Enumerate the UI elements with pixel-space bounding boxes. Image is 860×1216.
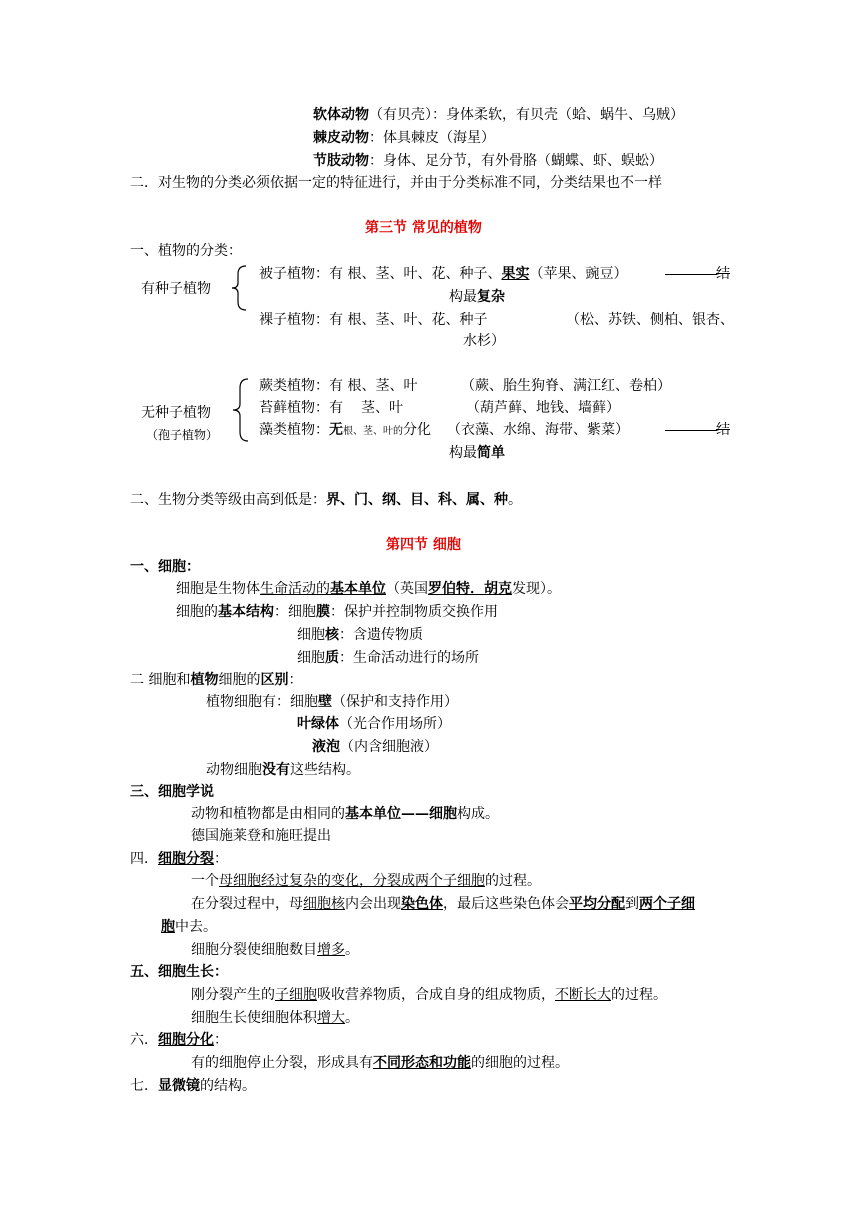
fern-examples: （蕨、胎生狗脊、满江红、卷柏） xyxy=(461,378,671,394)
echinoderm-line: 棘皮动物：体具棘皮（海星） xyxy=(313,130,495,146)
angiosperm-end: 结 xyxy=(716,266,730,282)
angiosperm-line: 被子植物：有 根、茎、叶、花、种子、果实（苹果、豌豆） xyxy=(259,266,628,282)
gymnosperm-line: 裸子植物：有 根、茎、叶、花、种子 xyxy=(259,312,488,328)
brace-seedless xyxy=(228,377,252,443)
moss-mid: 茎、叶 xyxy=(361,400,403,416)
algae-line2: 构最简单 xyxy=(449,445,505,461)
mollusca-line: 软体动物（有贝壳）：身体柔软，有贝壳（蛤、蜗牛、乌贼） xyxy=(313,107,684,123)
cell-division-line4: 细胞分裂使细胞数目增多。 xyxy=(191,942,359,958)
spore-plants-label: （孢子植物） xyxy=(146,428,219,442)
microscope-heading: 七．显微镜的结构。 xyxy=(130,1078,256,1094)
section4-title: 第四节 细胞 xyxy=(386,537,461,553)
cell-division-heading: 四．细胞分裂： xyxy=(130,851,228,867)
seed-plants-label: 有种子植物 xyxy=(141,281,211,297)
cell-heading: 一、细胞： xyxy=(130,559,200,575)
cell-growth-line1: 刚分裂产生的子细胞吸收营养物质，合成自身的组成物质，不断长大的过程。 xyxy=(191,987,667,1003)
cell-growth-line2: 细胞生长使细胞体积增大。 xyxy=(191,1010,359,1026)
algae-line: 藻类植物：无根、茎、叶的分化 xyxy=(259,422,431,438)
moss-line: 苔藓植物：有 xyxy=(259,400,343,416)
cell-growth-heading: 五、细胞生长： xyxy=(130,964,228,980)
cell-structure-membrane: 细胞的基本结构：细胞膜：保护并控制物质交换作用 xyxy=(176,604,498,620)
fern-line: 蕨类植物：有 根、茎、叶 xyxy=(259,378,418,394)
cell-differentiation-heading: 六．细胞分化： xyxy=(130,1032,228,1048)
cell-division-line3: 胞中去。 xyxy=(161,919,217,935)
arrow-rule-1 xyxy=(665,274,717,275)
cell-division-line2: 在分裂过程中，母细胞核内会出现染色体，最后这些染色体会平均分配到两个子细 xyxy=(191,896,695,912)
classification-note: 二．对生物的分类必须依据一定的特征进行，并由于分类标准不同，分类结果也不一样 xyxy=(130,175,662,191)
brace-seed xyxy=(226,264,250,312)
moss-examples: （葫芦藓、地钱、墙藓） xyxy=(466,400,620,416)
angiosperm-line2: 构最复杂 xyxy=(449,289,505,305)
cell-structure-cytoplasm: 细胞质：生命活动进行的场所 xyxy=(297,650,479,666)
algae-examples: （衣藻、水绵、海带、紫菜） xyxy=(447,422,629,438)
section3-title: 第三节 常见的植物 xyxy=(365,220,482,236)
plant-cell-chloroplast: 叶绿体（光合作用场所） xyxy=(297,716,451,732)
plant-cell-vacuole: 液泡（内含细胞液） xyxy=(312,739,438,755)
cell-theory-heading: 三、细胞学说 xyxy=(130,784,214,800)
cell-division-line1: 一个母细胞经过复杂的变化，分裂成两个子细胞的过程。 xyxy=(191,873,541,889)
cell-theory-line2: 德国施莱登和施旺提出 xyxy=(191,828,331,844)
cell-differentiation-line: 有的细胞停止分裂，形成具有不同形态和功能的细胞的过程。 xyxy=(191,1055,569,1071)
plant-classification-heading: 一、植物的分类： xyxy=(130,243,242,259)
arrow-rule-2 xyxy=(665,430,717,431)
seedless-plants-label: 无种子植物 xyxy=(141,405,211,421)
cell-structure-nucleus: 细胞核：含遗传物质 xyxy=(297,627,423,643)
taxonomy-rank-line: 二、生物分类等级由高到低是：界、门、纲、目、科、属、种。 xyxy=(130,492,522,508)
algae-end: 结 xyxy=(716,422,730,438)
gymnosperm-examples: （松、苏铁、侧柏、银杏、 xyxy=(566,312,734,328)
plant-cell-wall: 植物细胞有：细胞壁（保护和支持作用） xyxy=(206,694,458,710)
cell-definition: 细胞是生物体生命活动的基本单位（英国罗伯特．胡克发现）。 xyxy=(176,581,561,597)
arthropod-line: 节肢动物：身体、足分节，有外骨胳（蝴蝶、虾、蜈蚣） xyxy=(313,153,663,169)
animal-cell-note: 动物细胞没有这些结构。 xyxy=(206,762,360,778)
gymnosperm-examples2: 水杉） xyxy=(463,333,505,349)
cell-theory-line1: 动物和植物都是由相同的基本单位——细胞构成。 xyxy=(191,806,499,822)
cell-difference-heading: 二 细胞和植物细胞的区别： xyxy=(130,672,303,688)
